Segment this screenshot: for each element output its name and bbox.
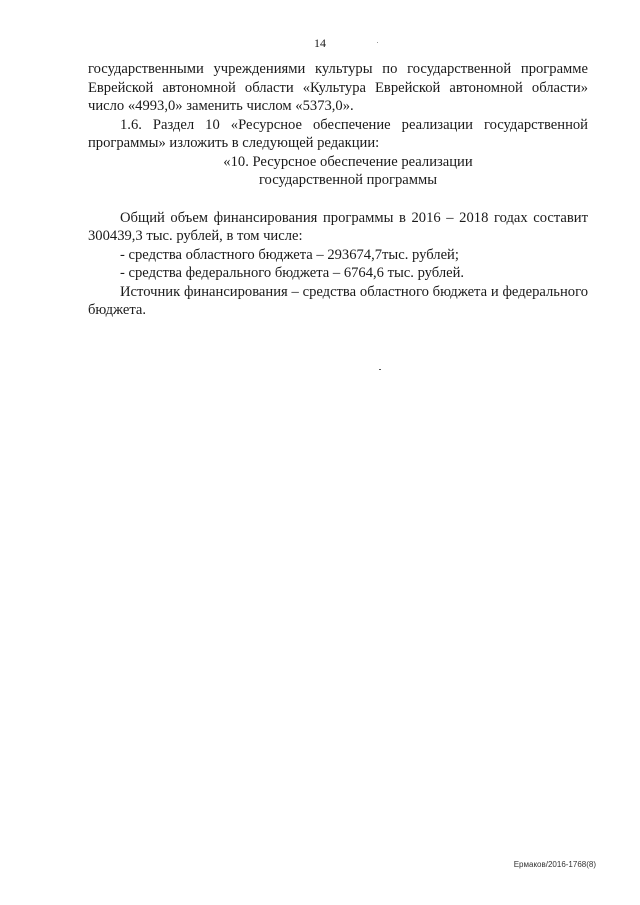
section-heading [88,153,588,190]
page-number: 14 [314,36,326,50]
section-heading-line-1: «10. Ресурсное обеспечение реализации [223,153,473,170]
paragraph-continuation: государственными учреждениями культуры по государственной программе Еврейской автономной области «Культура Еврейской автономной области» число «4993,0» заменить числом «5373,0». [88,61,588,114]
paragraph-section-1-6: 1.6. Раздел 10 «Ресурсное обеспечение реализации государственной программы» изложить в следующей редакции: [88,116,588,151]
section-heading-line-2: государственной программы [258,172,438,188]
paragraph-funding-source: Источник финансирования – средства областного бюджета и федерального бюджета. [88,283,588,318]
spacer [88,190,588,209]
list-item-federal-budget: - средства федерального бюджета – 6764,6 тыс. рублей. [120,265,465,281]
list-item-regional-budget: - средства областного бюджета – 293674,7тыс. рублей; [120,246,459,263]
document-body [88,60,588,320]
paragraph-funding-total: Общий объем финансирования программы в 2016 – 2018 годах составит 300439,3 тыс. рублей, в том числе: [88,209,588,244]
scan-speck [377,42,378,43]
footer-document-code: Ермаков/2016-1768(8) [513,860,596,869]
scan-speck [379,369,381,370]
